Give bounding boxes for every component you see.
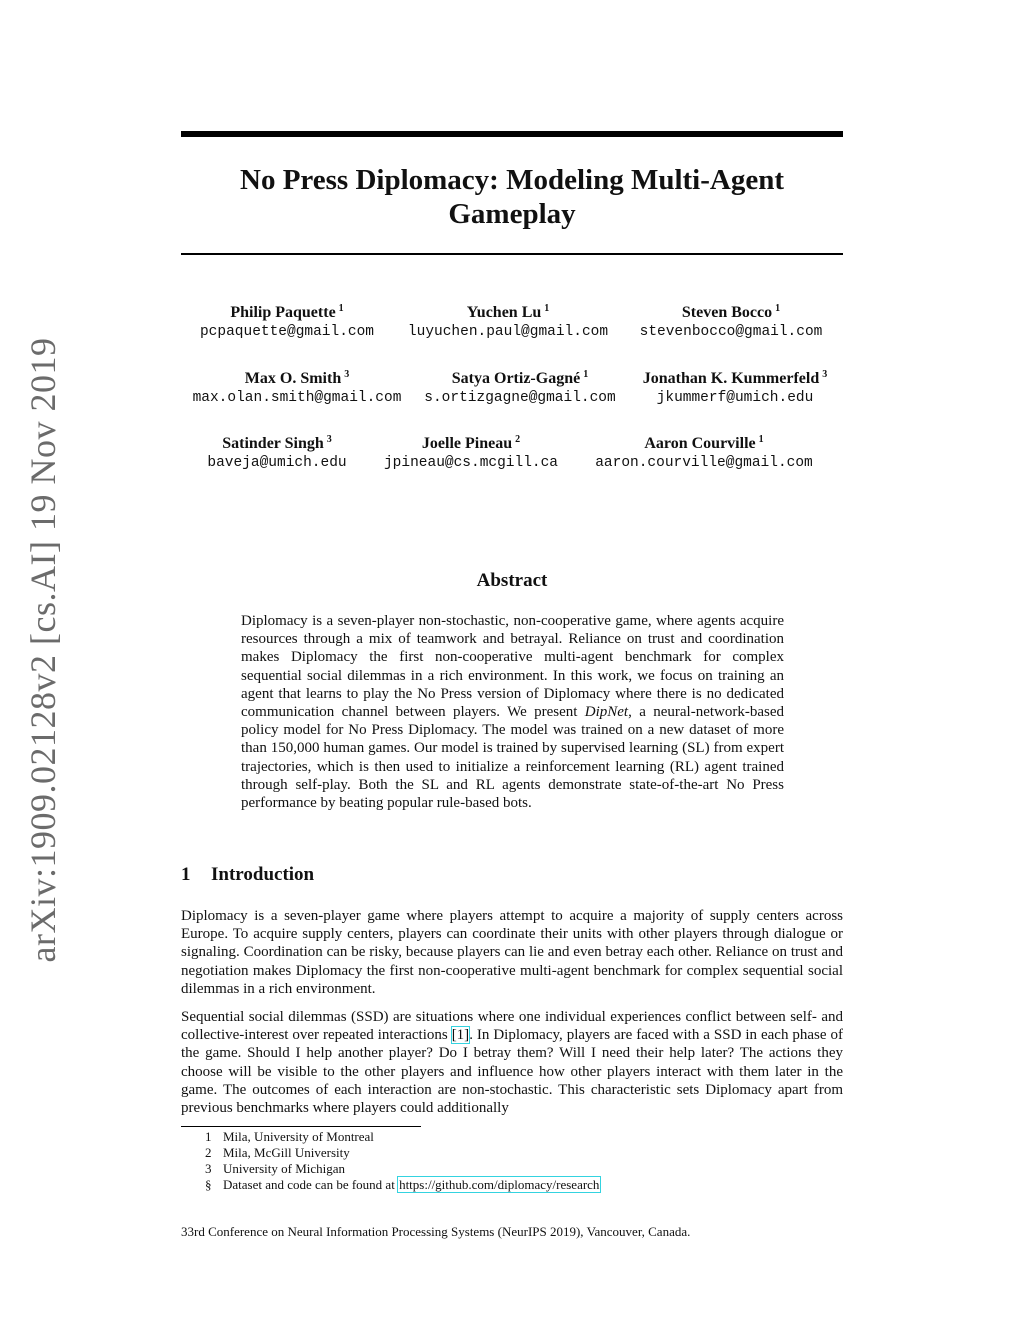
author-email[interactable]: jkummerf@umich.edu <box>656 390 814 406</box>
footnote-text: University of Michigan <box>223 1161 346 1176</box>
footnote-mark: 2 <box>205 1145 212 1160</box>
author-email[interactable]: jpineau@cs.mcgill.ca <box>383 455 559 471</box>
author-paquette <box>167 299 407 342</box>
footnote-rule <box>181 1126 421 1127</box>
title-top-rule <box>181 131 843 137</box>
venue-footer: 33rd Conference on Neural Information Processing Systems (NeurIPS 2019), Vancouver, Canada. <box>181 1224 691 1239</box>
footnote-mark: 1 <box>205 1129 212 1144</box>
author-bocco <box>611 299 851 342</box>
footnote-3 <box>205 1161 600 1177</box>
author-name: Yuchen Lu <box>466 304 542 321</box>
arxiv-stamp-text: arXiv:1909.02128v2 [cs.AI] 19 Nov 2019 <box>23 337 63 963</box>
author-affiliation: 2 <box>515 434 521 445</box>
author-name: Max O. Smith <box>244 370 342 387</box>
author-name: Joelle Pineau <box>421 435 513 452</box>
footnote-text: Mila, University of Montreal <box>223 1129 374 1144</box>
abstract-body <box>241 612 784 812</box>
author-email[interactable]: s.ortizgagne@gmail.com <box>424 390 616 406</box>
author-affiliation: 3 <box>344 369 350 380</box>
author-kummerfeld <box>615 365 855 408</box>
paper-title-line-2: Gameplay <box>448 198 576 230</box>
abstract-heading: Abstract <box>476 570 548 591</box>
intro-paragraph-2-before: Sequential social dilemmas (SSD) are situations where one individual experiences conflict between self- and collective-interest over repeated interactions <box>181 1009 843 1044</box>
footnote-mark: 3 <box>205 1161 212 1176</box>
author-name: Satinder Singh <box>222 435 324 452</box>
author-email[interactable]: max.olan.smith@gmail.com <box>192 390 402 406</box>
author-smith <box>177 365 417 408</box>
github-link[interactable]: https://github.com/diplomacy/research <box>399 1177 600 1192</box>
author-affiliation: 1 <box>338 303 344 314</box>
author-affiliation: 3 <box>326 434 332 445</box>
title-bottom-rule <box>181 253 843 255</box>
author-affiliation: 3 <box>822 369 828 380</box>
paper-title <box>181 163 843 231</box>
author-name: Philip Paquette <box>230 304 336 321</box>
author-affiliation: 1 <box>583 369 589 380</box>
model-name: DipNet <box>584 704 629 721</box>
author-email[interactable]: stevenbocco@gmail.com <box>639 324 823 340</box>
author-ortiz-gagne <box>400 365 640 408</box>
author-lu <box>388 299 628 342</box>
author-email[interactable]: luyuchen.paul@gmail.com <box>407 324 609 340</box>
author-pineau <box>351 430 591 473</box>
author-name: Jonathan K. Kummerfeld <box>642 370 820 387</box>
citation-link[interactable]: [1] <box>451 1027 470 1044</box>
section-heading <box>181 864 314 886</box>
author-email[interactable]: pcpaquette@gmail.com <box>199 324 375 340</box>
author-name: Satya Ortiz-Gagné <box>451 370 581 387</box>
abstract-text-before: Diplomacy is a seven-player non-stochastic, non-cooperative game, where agents acquire resources through a mix of teamwork and betrayal. Reliance on trust and coordination makes Diplomacy the first non-cooperative multi-agent benchmark for complex sequential social dilemmas in a rich environment. In this work, we focus on training an agent that learns to play the No Press version of Diplomacy where there is no dedicated communication channel between players. We present <box>241 613 784 721</box>
author-affiliation: 1 <box>775 303 781 314</box>
author-name: Steven Bocco <box>681 304 773 321</box>
intro-paragraph-2 <box>181 1008 843 1117</box>
footnote-mark: § <box>205 1177 212 1192</box>
intro-paragraph-1: Diplomacy is a seven-player game where players attempt to acquire a majority of supply centers across Europe. To acquire supply centers, players can coordinate their units with other players through dialogue or signaling. Coordination can be risky, because players can lie and even betray each other. Reliance on trust and negotiation makes Diplomacy the first non-cooperative multi-agent benchmark for complex sequential social dilemmas in a rich environment. <box>181 908 843 997</box>
intro-paragraph-2-after: . In Diplomacy, players are faced with a SSD in each phase of the game. Should I help another player? Do I betray them? Will I need their help later? The actions they choose will be visible to the other players and influence how other players interact with them later in the game. The outcomes of each interaction are non-stochastic. This characteristic sets Diplomacy apart from previous benchmarks where players could additionally <box>181 1027 843 1117</box>
footnotes <box>205 1129 600 1193</box>
author-email[interactable]: baveja@umich.edu <box>207 455 347 471</box>
footnote-2 <box>205 1145 600 1161</box>
author-courville <box>584 430 824 473</box>
footnote-text: Dataset and code can be found at <box>223 1177 395 1192</box>
footnote-dataset <box>205 1177 600 1193</box>
author-affiliation: 1 <box>544 303 550 314</box>
abstract-text-after: , a neural-network-based policy model for No Press Diplomacy. The model was trained on a new dataset of more than 150,000 human games. Our model is trained by supervised learning (SL) from expert trajectories, which is then used to initialize a reinforcement learning (RL) agent trained through self-play. Both the SL and RL agents demonstrate state-of-the-art No Press performance by beating popular rule-based bots. <box>241 704 784 812</box>
footnote-1 <box>205 1129 600 1145</box>
author-affiliation: 1 <box>758 434 764 445</box>
footnote-text: Mila, McGill University <box>223 1145 350 1160</box>
paper-title-line-1: No Press Diplomacy: Modeling Multi-Agent <box>240 164 784 196</box>
author-name: Aaron Courville <box>644 435 756 452</box>
section-title: Introduction <box>211 864 315 885</box>
author-email[interactable]: aaron.courville@gmail.com <box>595 455 813 471</box>
section-number: 1 <box>181 864 191 885</box>
